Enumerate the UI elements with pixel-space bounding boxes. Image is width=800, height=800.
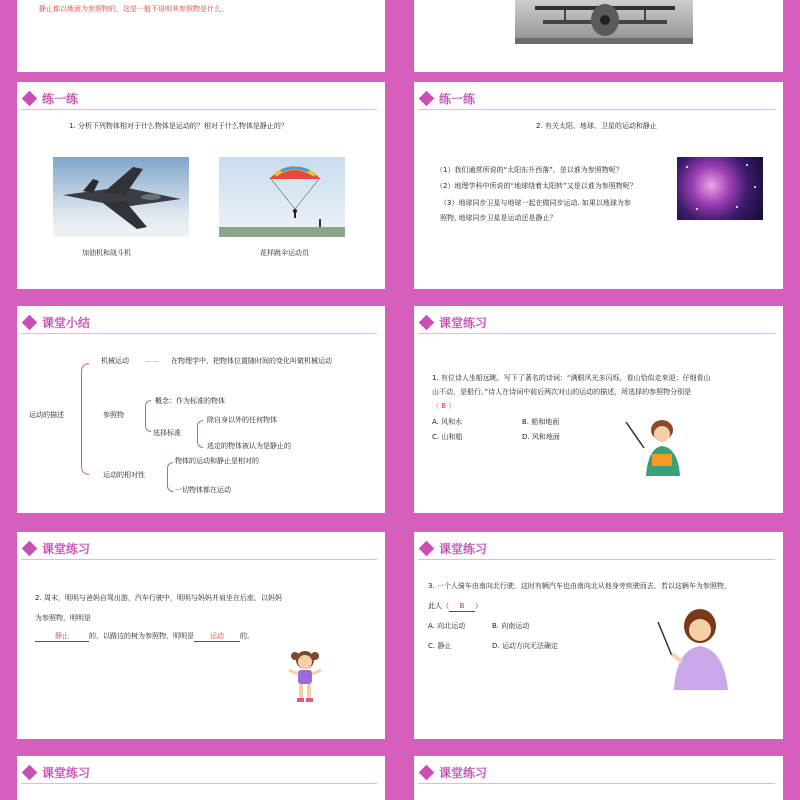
slide8-title: 课堂练习 (439, 541, 488, 556)
q1-line-1: 1. 有位诗人坐船远眺，写下了著名的诗词：“满眼风光多闪烁，看山恰似走来迎；仔细看山 (432, 374, 711, 382)
caption-right: 花样跳伞运动员 (260, 249, 309, 257)
slide-6 (414, 306, 783, 513)
header-rule (418, 559, 775, 560)
slide6-header (418, 312, 487, 332)
slide-3 (17, 82, 385, 289)
slide9-title: 课堂练习 (42, 765, 91, 780)
header-rule (21, 109, 377, 110)
branch-mechanical-label: 机械运动 (101, 357, 129, 365)
branch-mechanical-dash: —— (145, 357, 159, 365)
slide5-header (21, 312, 90, 332)
slide4-title: 练一练 (439, 91, 476, 106)
slide-5 (17, 306, 385, 513)
galaxy-photo (677, 157, 763, 220)
parachute-photo (219, 157, 345, 237)
q1-option-b: B. 船和地面 (522, 418, 560, 426)
q1-line-2: 山不动，是船行。”诗人在诗词中前后两次对山的运动的描述，所选择的参照物分别是 (432, 388, 692, 396)
slide4-question: 2. 有关太阳、地球、卫星的运动和静止 (536, 122, 657, 130)
diamond-icon (22, 314, 38, 330)
q2-mid: 的，以路边的树为参照物，明明是 (89, 632, 194, 640)
slide10-header (418, 762, 487, 782)
q2-blank-1: 静止 (35, 631, 89, 642)
slide1-text: 静止都以地面为参照物的，这是一般不说明其参照物是什么。 (39, 5, 228, 13)
q3-option-b: B. 向南运动 (492, 622, 530, 630)
header-rule (418, 109, 775, 110)
relativity-a: 物体的运动和静止是相对的 (175, 457, 259, 465)
reference-select: 选择标准 (153, 429, 181, 437)
q2-line-1: 2. 周末，明明与爸妈自驾出游，汽车行驶中，明明与妈妈并肩坐在后座，以妈妈 (35, 594, 282, 602)
reference-concept: 概念：作为标准的物体 (155, 397, 225, 405)
q3-line-2 (428, 601, 482, 612)
slide-9 (17, 756, 385, 800)
diamond-icon (419, 90, 435, 106)
q3-line-1: 3. 一个人骑车由南向北行驶，这时有辆汽车也由南向北从他身旁疾驶而去，若以这辆车为参照物， (428, 582, 731, 590)
biplane-photo (515, 0, 693, 44)
slide-4 (414, 82, 783, 289)
q2-end: 的。 (240, 632, 254, 640)
diamond-icon (22, 540, 38, 556)
q1-answer: （ B ） (432, 402, 456, 410)
q3-option-d: D. 运动方向无法确定 (492, 642, 558, 650)
slide-7 (17, 532, 385, 739)
slide9-header (21, 762, 90, 782)
summary-root: 运动的描述 (29, 411, 64, 419)
q1-option-c: C. 山和船 (432, 433, 463, 441)
header-rule (418, 783, 775, 784)
slide3-header (21, 88, 78, 108)
header-rule (21, 333, 377, 334)
q1-option-a: A. 风和水 (432, 418, 463, 426)
reference-brace (145, 400, 151, 432)
select-option-1: 除自身以外的任何物体 (207, 416, 277, 424)
teacher-woman-illustration (656, 606, 734, 690)
q3-post: ） (475, 602, 482, 610)
q3-option-c: C. 静止 (428, 642, 452, 650)
main-brace (81, 363, 89, 475)
slide-2 (414, 0, 783, 72)
select-brace (197, 420, 203, 448)
header-rule (21, 783, 377, 784)
girl-illustration (285, 648, 325, 704)
q3-pre: 此人（ (428, 602, 449, 610)
diamond-icon (419, 764, 435, 780)
branch-reference-label: 参照物 (103, 411, 124, 419)
slide6-title: 课堂练习 (439, 315, 488, 330)
slide4-item-1: （1）我们通常所说的“太阳东升西落”，是以谁为参照物呢？ (436, 166, 623, 174)
slide-8 (414, 532, 783, 739)
slide4-item-2: （2）地理学科中所说的“地球绕着太阳转”又是以谁为参照物呢？ (436, 182, 637, 190)
select-option-2: 选定的物体被认为是静止的 (207, 442, 291, 450)
q1-option-d: D. 风和地面 (522, 433, 560, 441)
slide7-header (21, 538, 90, 558)
branch-mechanical-desc: 在物理学中，把物体位置随时间的变化叫做机械运动 (171, 357, 332, 365)
branch-relativity-label: 运动的相对性 (103, 471, 145, 479)
slide5-title: 课堂小结 (42, 315, 91, 330)
diamond-icon (22, 90, 38, 106)
relativity-b: 一切物体都在运动 (175, 486, 231, 494)
fighter-jet-photo (53, 157, 189, 237)
slide4-header (418, 88, 475, 108)
slide3-title: 练一练 (42, 91, 79, 106)
slide10-title: 课堂练习 (439, 765, 488, 780)
header-rule (418, 333, 775, 334)
q2-blank-2: 运动 (194, 631, 240, 642)
caption-left: 加油机和战斗机 (82, 249, 131, 257)
diamond-icon (419, 540, 435, 556)
q3-option-a: A. 向北运动 (428, 622, 466, 630)
slide8-header (418, 538, 487, 558)
slide7-title: 课堂练习 (42, 541, 91, 556)
slide3-question: 1. 分析下列物体相对于什么物体是运动的？相对于什么物体是静止的？ (69, 122, 288, 130)
q3-answer: B (449, 601, 475, 612)
diamond-icon (419, 314, 435, 330)
relativity-brace (167, 462, 173, 492)
header-rule (21, 559, 377, 560)
slide-1 (17, 0, 385, 72)
diamond-icon (22, 764, 38, 780)
slide4-item-3: （3）地球同步卫星与地球一起在做同步运动. 如果以地球为参 (440, 199, 631, 207)
slide-10 (414, 756, 783, 800)
teacher-illustration (622, 418, 692, 476)
q2-line-2: 为参照物，明明是 (35, 614, 91, 622)
q2-fill-line (35, 631, 254, 642)
slide4-item-4: 照物, 地球同步卫星是运动还是静止？ (440, 214, 557, 222)
